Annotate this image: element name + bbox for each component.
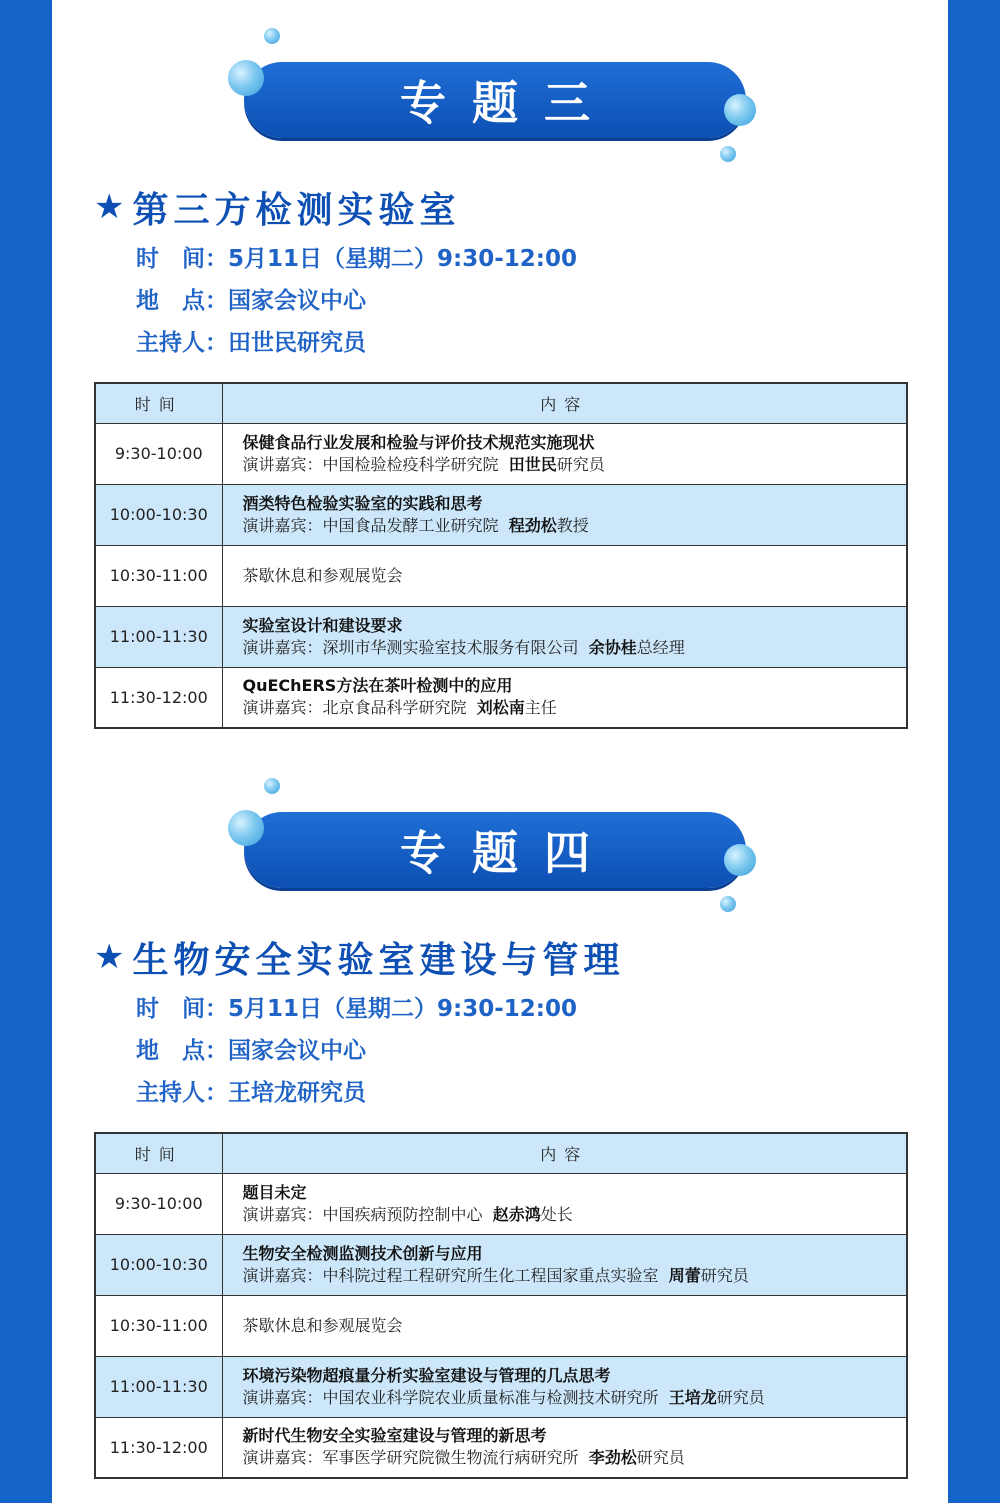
speaker-title: 总经理 xyxy=(636,637,685,657)
row-speaker xyxy=(243,697,907,719)
header-content: 内容 xyxy=(222,383,907,423)
speaker-prefix: 演讲嘉宾：中国农业科学院农业质量标准与检测技术研究所 xyxy=(242,1387,659,1407)
row-topic: 新时代生物安全实验室建设与管理的新思考 xyxy=(242,1426,547,1446)
table-row xyxy=(95,1356,907,1417)
banner-topic-3 xyxy=(228,28,758,168)
row-topic: 酒类特色检验实验室的实践和思考 xyxy=(242,493,483,513)
row-time: 10:30-11:00 xyxy=(95,545,222,606)
speaker-title: 研究员 xyxy=(700,1265,749,1285)
time-value: 5月11日（星期二）9:30-12:00 xyxy=(228,996,577,1022)
bubble-decoration xyxy=(228,810,264,846)
speaker-title: 研究员 xyxy=(716,1387,765,1407)
host-label: 主持人： xyxy=(136,330,228,356)
table-row xyxy=(95,667,907,728)
speaker-title: 研究员 xyxy=(556,454,605,474)
bubble-decoration xyxy=(264,778,280,794)
table-row xyxy=(95,1417,907,1478)
row-content xyxy=(222,484,907,545)
session-place xyxy=(136,282,366,315)
speaker-prefix: 演讲嘉宾：北京食品科学研究院 xyxy=(242,698,467,718)
speaker-title: 研究员 xyxy=(636,1448,685,1468)
page xyxy=(52,0,948,1503)
star-icon: ★ xyxy=(94,937,125,977)
table-row xyxy=(95,1295,907,1356)
row-content xyxy=(222,423,907,484)
row-topic: 生物安全检测监测技术创新与应用 xyxy=(242,1243,483,1263)
place-label: 地 点： xyxy=(136,1038,228,1064)
table-row xyxy=(95,484,907,545)
session-title xyxy=(94,182,461,232)
row-speaker xyxy=(243,637,907,659)
row-speaker xyxy=(243,454,907,476)
speaker-title: 主任 xyxy=(524,698,557,718)
host-value: 王培龙研究员 xyxy=(228,1080,366,1106)
banner-topic-4 xyxy=(228,778,758,918)
speaker-name: 刘松南 xyxy=(476,698,525,718)
bubble-decoration xyxy=(228,60,264,96)
host-value: 田世民研究员 xyxy=(228,330,366,356)
row-topic: QuEChERS方法在茶叶检测中的应用 xyxy=(242,676,513,696)
session-time xyxy=(136,240,577,273)
star-icon: ★ xyxy=(94,187,125,227)
row-time: 10:00-10:30 xyxy=(95,484,222,545)
place-value: 国家会议中心 xyxy=(228,1038,366,1064)
bubble-decoration xyxy=(724,94,756,126)
row-time: 9:30-10:00 xyxy=(95,423,222,484)
session-time xyxy=(136,990,577,1023)
speaker-prefix: 演讲嘉宾：中国食品发酵工业研究院 xyxy=(242,515,499,535)
session-place xyxy=(136,1032,366,1065)
row-plain-text: 茶歇休息和参观展览会 xyxy=(242,565,403,585)
row-speaker xyxy=(243,1387,907,1409)
row-time: 10:30-11:00 xyxy=(95,1295,222,1356)
row-content xyxy=(222,1173,907,1234)
session-title-text: 生物安全实验室建设与管理 xyxy=(132,939,625,981)
time-label: 时 间： xyxy=(136,996,228,1022)
speaker-title: 处长 xyxy=(540,1204,573,1224)
bubble-decoration xyxy=(264,28,280,44)
place-value: 国家会议中心 xyxy=(228,288,366,314)
row-content xyxy=(222,1356,907,1417)
speaker-name: 李劲松 xyxy=(588,1448,637,1468)
bubble-decoration xyxy=(724,844,756,876)
row-speaker xyxy=(243,1265,907,1287)
table-header-row xyxy=(95,383,907,423)
speaker-name: 余协桂 xyxy=(588,637,637,657)
speaker-prefix: 演讲嘉宾：中科院过程工程研究所生化工程国家重点实验室 xyxy=(242,1265,659,1285)
place-label: 地 点： xyxy=(136,288,228,314)
bubble-decoration xyxy=(720,146,736,162)
row-content xyxy=(222,545,907,606)
session-title-text: 第三方检测实验室 xyxy=(132,189,461,231)
speaker-title: 教授 xyxy=(556,515,589,535)
speaker-name: 程劲松 xyxy=(508,515,557,535)
time-label: 时 间： xyxy=(136,246,228,272)
row-speaker xyxy=(243,515,907,537)
row-time: 10:00-10:30 xyxy=(95,1234,222,1295)
table-row xyxy=(95,1234,907,1295)
row-content xyxy=(222,606,907,667)
header-time: 时间 xyxy=(95,383,222,423)
banner-pill xyxy=(244,812,746,888)
row-time: 11:30-12:00 xyxy=(95,667,222,728)
session-host xyxy=(136,324,366,357)
session-host xyxy=(136,1074,366,1107)
row-time: 9:30-10:00 xyxy=(95,1173,222,1234)
row-content xyxy=(222,1417,907,1478)
session-title xyxy=(94,932,625,982)
row-time: 11:00-11:30 xyxy=(95,606,222,667)
speaker-prefix: 演讲嘉宾：中国检验检疫科学研究院 xyxy=(242,454,499,474)
table-row xyxy=(95,545,907,606)
header-time: 时间 xyxy=(95,1133,222,1173)
table-row xyxy=(95,1173,907,1234)
row-plain-text: 茶歇休息和参观展览会 xyxy=(242,1315,403,1335)
row-speaker xyxy=(243,1204,907,1226)
header-content: 内容 xyxy=(222,1133,907,1173)
schedule-table xyxy=(94,382,908,729)
row-time: 11:30-12:00 xyxy=(95,1417,222,1478)
table-row xyxy=(95,423,907,484)
speaker-name: 周蕾 xyxy=(668,1265,701,1285)
row-content xyxy=(222,1234,907,1295)
bubble-decoration xyxy=(720,896,736,912)
host-label: 主持人： xyxy=(136,1080,228,1106)
speaker-prefix: 演讲嘉宾：中国疾病预防控制中心 xyxy=(242,1204,483,1224)
speaker-name: 王培龙 xyxy=(668,1387,717,1407)
row-speaker xyxy=(243,1447,907,1469)
row-topic: 实验室设计和建设要求 xyxy=(242,615,403,635)
banner-title: 专题三 xyxy=(400,76,616,130)
speaker-name: 赵赤鸿 xyxy=(492,1204,541,1224)
row-content xyxy=(222,1295,907,1356)
banner-pill xyxy=(244,62,746,138)
time-value: 5月11日（星期二）9:30-12:00 xyxy=(228,246,577,272)
speaker-prefix: 演讲嘉宾：军事医学研究院微生物流行病研究所 xyxy=(242,1448,579,1468)
row-topic: 题目未定 xyxy=(242,1182,307,1202)
row-time: 11:00-11:30 xyxy=(95,1356,222,1417)
banner-title: 专题四 xyxy=(400,826,616,880)
speaker-prefix: 演讲嘉宾：深圳市华测实验室技术服务有限公司 xyxy=(242,637,579,657)
schedule-table xyxy=(94,1132,908,1479)
speaker-name: 田世民 xyxy=(508,454,557,474)
row-content xyxy=(222,667,907,728)
row-topic: 环境污染物超痕量分析实验室建设与管理的几点思考 xyxy=(242,1365,611,1385)
table-header-row xyxy=(95,1133,907,1173)
table-row xyxy=(95,606,907,667)
row-topic: 保健食品行业发展和检验与评价技术规范实施现状 xyxy=(242,432,595,452)
